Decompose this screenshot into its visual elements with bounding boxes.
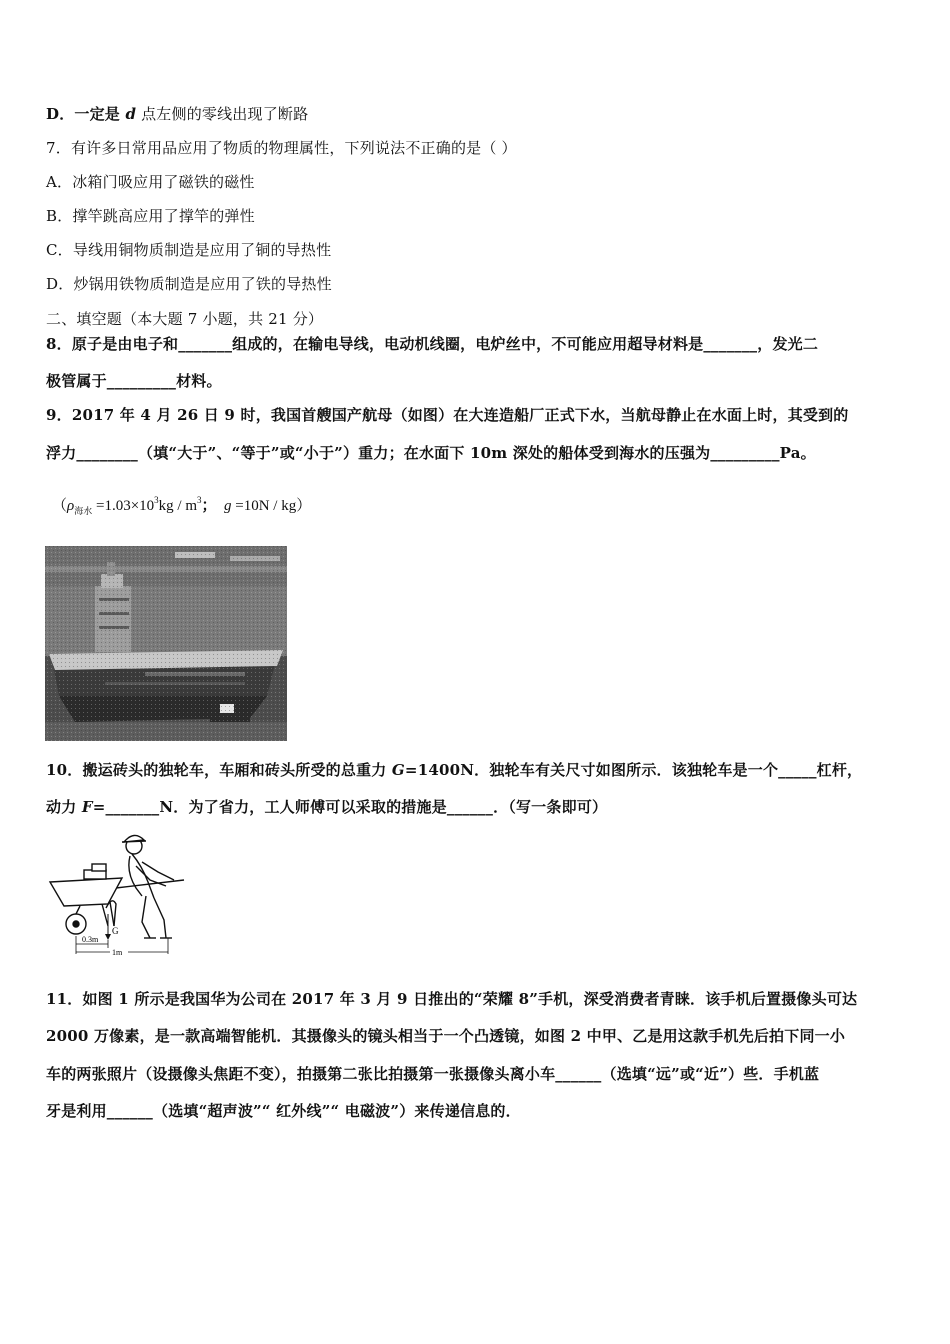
q10-var-f: F: [81, 798, 93, 816]
q10-line-1: [46, 759, 862, 780]
q10-line-1a: 10．搬运砖头的独轮车，车厢和砖头所受的总重力: [46, 761, 392, 779]
formula-rho-sub: 海水: [74, 506, 93, 516]
formula-eq2: =10N / kg: [231, 498, 297, 514]
section-2-heading: 二、填空题（本大题 7 小题，共 21 分）: [46, 310, 324, 328]
formula-unit1: kg / m: [158, 498, 197, 514]
q8-line-2: 极管属于_________材料。: [46, 372, 222, 390]
q6-option-d: [46, 103, 308, 124]
g-force-label: G: [112, 926, 119, 936]
formula-eq1: =1.03×10: [92, 498, 155, 514]
q11-line-4: 牙是利用______（选填“超声波”“ 红外线”“ 电磁波”）来传递信息的．: [46, 1102, 521, 1120]
q6d-variable: d: [125, 105, 137, 123]
q10-line-2c: =_______N．为了省力，工人师傅可以采取的措施是______．（写一条即可）: [92, 798, 608, 816]
formula-rho: ρ: [67, 498, 75, 514]
q10-line-1c: =1400N．独轮车有关尺寸如图所示．该独轮车是一个_____杠杆，: [404, 761, 863, 779]
formula-sep: ；: [201, 498, 217, 514]
q7-stem: 7．有许多日常用品应用了物质的物理属性，下列说法不正确的是（ ）: [46, 139, 517, 157]
distance-1m-label: 1m: [112, 948, 123, 956]
formula-g: g: [224, 498, 232, 514]
q7-option-d: D．炒锅用铁物质制造是应用了铁的导热性: [46, 275, 332, 293]
density-formula: [52, 494, 311, 517]
formula-open: （: [52, 498, 68, 514]
q10-line-2: [46, 796, 607, 817]
wheelbarrow-figure: [46, 826, 196, 956]
q9-line-1: 9．2017 年 4 月 26 日 9 时，我国首艘国产航母（如图）在大连造船厂正式下水，当航母静止在水面上时，其受到的: [46, 406, 849, 424]
q7-option-b: B．撑竿跳高应用了撑竿的弹性: [46, 207, 255, 225]
distance-0-3m-label: 0.3m: [82, 935, 99, 944]
q7-option-c: C．导线用铜物质制造是应用了铜的导热性: [46, 241, 332, 259]
q10-line-2a: 动力: [46, 798, 82, 816]
formula-unit-exp: 3: [197, 495, 202, 505]
q10-var-g: G: [391, 761, 405, 779]
q11-line-1: 11．如图 1 所示是我国华为公司在 2017 年 3 月 9 日推出的“荣耀 8”手机，深受消费者青睐．该手机后置摄像头可达: [46, 990, 858, 1008]
q11-line-3: 车的两张照片（设摄像头焦距不变），拍摄第二张比拍摄第一张摄像头离小车______（选填“远”或“近”）些．手机蓝: [46, 1065, 820, 1083]
q9-line-2: 浮力________（填“大于”、“等于”或“小于”）重力；在水面下 10m 深处的船体受到海水的压强为_________Pa。: [46, 444, 816, 462]
q6d-rest: 点左侧的零线出现了断路: [136, 105, 309, 123]
formula-close: ）: [296, 498, 312, 514]
q6d-text: D．一定是: [46, 105, 126, 123]
q11-line-2: 2000 万像素，是一款高端智能机．其摄像头的镜头相当于一个凸透镜，如图 2 中甲、乙是用这款手机先后拍下同一小: [46, 1027, 846, 1045]
formula-exp: 3: [154, 495, 159, 505]
q8-line-1: 8．原子是由电子和_______组成的，在输电导线，电动机线圈，电炉丝中，不可能应用超导材料是_______，发光二: [46, 335, 819, 353]
q7-option-a: A．冰箱门吸应用了磁铁的磁性: [46, 173, 255, 191]
aircraft-carrier-photo: [45, 546, 287, 741]
